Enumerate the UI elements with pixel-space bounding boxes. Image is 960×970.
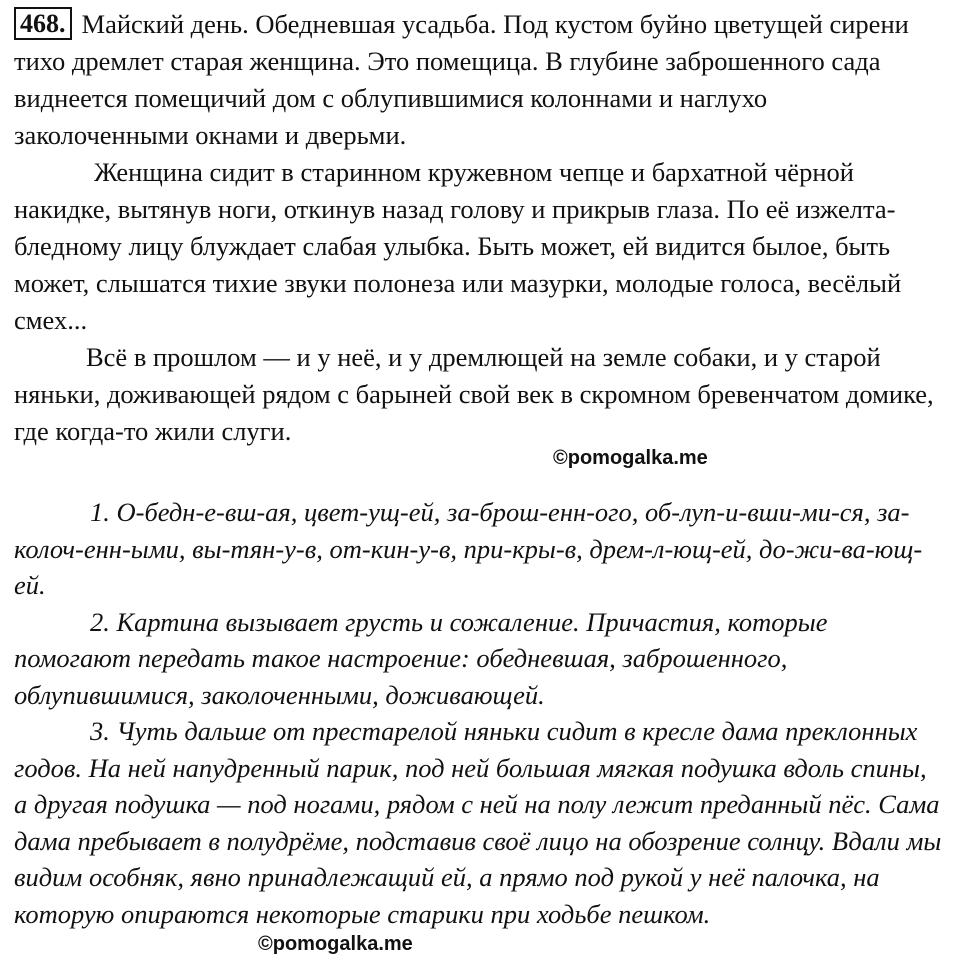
exercise-paragraph-1-text: Майский день. Обедневшая усадьба. Под кустом буйно цветущей сирени тихо дремлет старая женщина. Это помещица. В глубине заброшенного сада виднеется помещичий дом с облупившимися колоннами и наглухо заколоченными окнами и дверьми.	[14, 9, 909, 150]
watermark-top: ©pomogalka.me	[553, 447, 708, 469]
exercise-text	[14, 6, 944, 450]
answer-1: 1. О-бедн-е-вш-ая, цвет-ущ-ей, за-брош-енн-ого, об-луп-и-вши-ми-ся, за-колоч-енн-ыми, вы-тян-у-в, от-кин-у-в, при-кры-в, дрем-л-ющ-ей, до-жи-ва-ющ-ей.	[14, 497, 923, 600]
exercise-paragraph-2: Женщина сидит в старинном кружевном чепце и бархатной чёрной накидке, вытянув ноги, откинув назад голову и прикрыв глаза. По её изжелта-бледному лицу блуждает слабая улыбка. Быть может, ей видится былое, быть может, слышатся тихие звуки полонеза или мазурки, молодые голоса, весёлый смех...	[14, 157, 902, 335]
exercise-paragraph-3: Всё в прошлом — и у неё, и у дремлющей на земле собаки, и у старой няньки, доживающей рядом с барыней свой век в скромном бревенчатом домике, где когда-то жили слуги.	[14, 342, 934, 446]
answers-block	[14, 494, 946, 932]
answer-2: 2. Картина вызывает грусть и сожаление. Причастия, которые помогают передать такое настроение: обедневшая, заброшенного, облупившимися, заколоченными, доживающей.	[14, 606, 828, 710]
exercise-number: 468.	[14, 7, 72, 40]
exercise-paragraph-1	[14, 6, 944, 154]
answer-3: 3. Чуть дальше от престарелой няньки сидит в кресле дама преклонных годов. На ней напудренный парик, под ней большая мягкая подушка вдоль спины, а другая подушка — под ногами, рядом с ней на полу лежит преданный пёс. Сама дама пребывает в полудрёме, подставив своё лицо на обозрение солнцу. Вдали мы видим особняк, явно принадлежащий ей, а прямо под рукой у неё палочка, на которую опираются некоторые старики при ходьбе пешком.	[14, 716, 942, 929]
watermark-bottom: ©pomogalka.me	[258, 933, 413, 955]
